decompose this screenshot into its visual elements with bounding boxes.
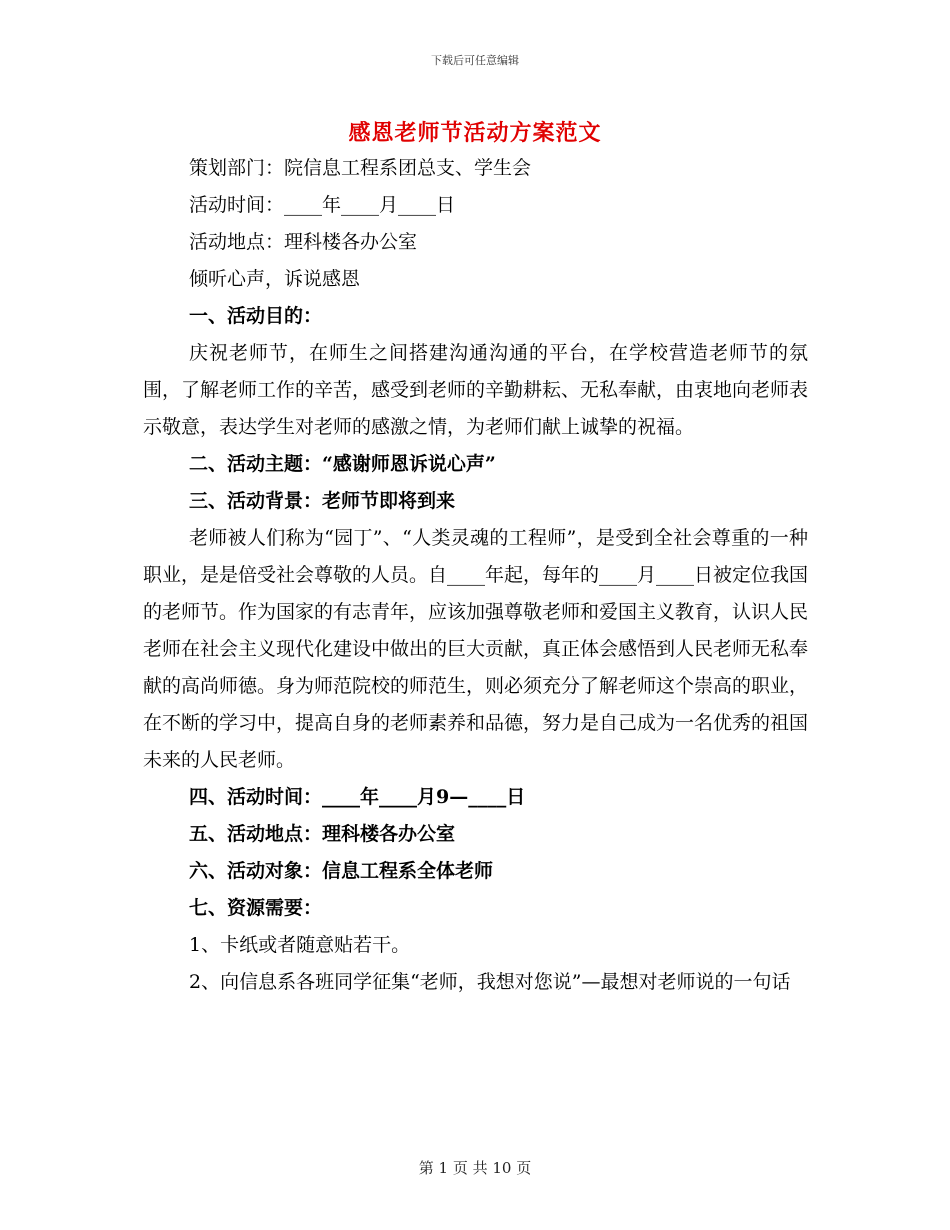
paragraph-department: 策划部门：院信息工程系团总支、学生会 — [189, 157, 532, 179]
section-heading-audience: 六、活动对象：信息工程系全体老师 — [189, 860, 494, 882]
section-heading-location: 五、活动地点：理科楼各办公室 — [189, 823, 456, 845]
document-title: 感恩老师节活动方案范文 — [348, 120, 602, 146]
paragraph-time: 活动时间：____年____月____日 — [189, 194, 456, 216]
paragraph-slogan: 倾听心声，诉说感恩 — [189, 268, 361, 290]
section-heading-purpose: 一、活动目的： — [189, 305, 323, 327]
section-heading-time: 四、活动时间：____年____月9—____日 — [189, 786, 526, 808]
section-heading-background: 三、活动背景：老师节即将到来 — [189, 490, 456, 512]
section-heading-resources: 七、资源需要： — [189, 897, 323, 919]
document-body — [143, 150, 808, 1001]
page-header: 下载后可任意编辑 — [431, 54, 519, 67]
list-item-resource-2: 2、向信息系各班同学征集“老师，我想对您说”—最想对老师说的一句话 — [189, 971, 791, 993]
list-item-resource-1: 1、卡纸或者随意贴若干。 — [189, 934, 411, 956]
paragraph-purpose: 庆祝老师节，在师生之间搭建沟通沟通的平台，在学校营造老师节的氛围，了解老师工作的辛苦，感受到老师的辛勤耕耘、无私奉献，由衷地向老师表示敬意，表达学生对老师的感激之情，为老师们献上诚挚的祝福。 — [143, 342, 809, 438]
paragraph-background: 老师被人们称为“园丁”、“人类灵魂的工程师”，是受到全社会尊重的一种职业，是是倍受社会尊敬的人员。自____年起，每年的____月____日被定位我国的老师节。作为国家的有志青年，应该加强尊敬老师和爱国主义教育，认识人民老师在社会主义现代化建设中做出的巨大贡献，真正体会感悟到人民老师无私奉献的高尚师德。身为师范院校的师范生，则必须充分了解老师这个崇高的职业，在不断的学习中，提高自身的老师素养和品德，努力是自己成为一名优秀的祖国未来的人民老师。 — [143, 527, 809, 771]
paragraph-location: 活动地点：理科楼各办公室 — [189, 231, 418, 253]
page-footer: 第 1 页 共 10 页 — [418, 1159, 532, 1177]
section-heading-theme: 二、活动主题：“感谢师恩诉说心声” — [189, 453, 496, 475]
